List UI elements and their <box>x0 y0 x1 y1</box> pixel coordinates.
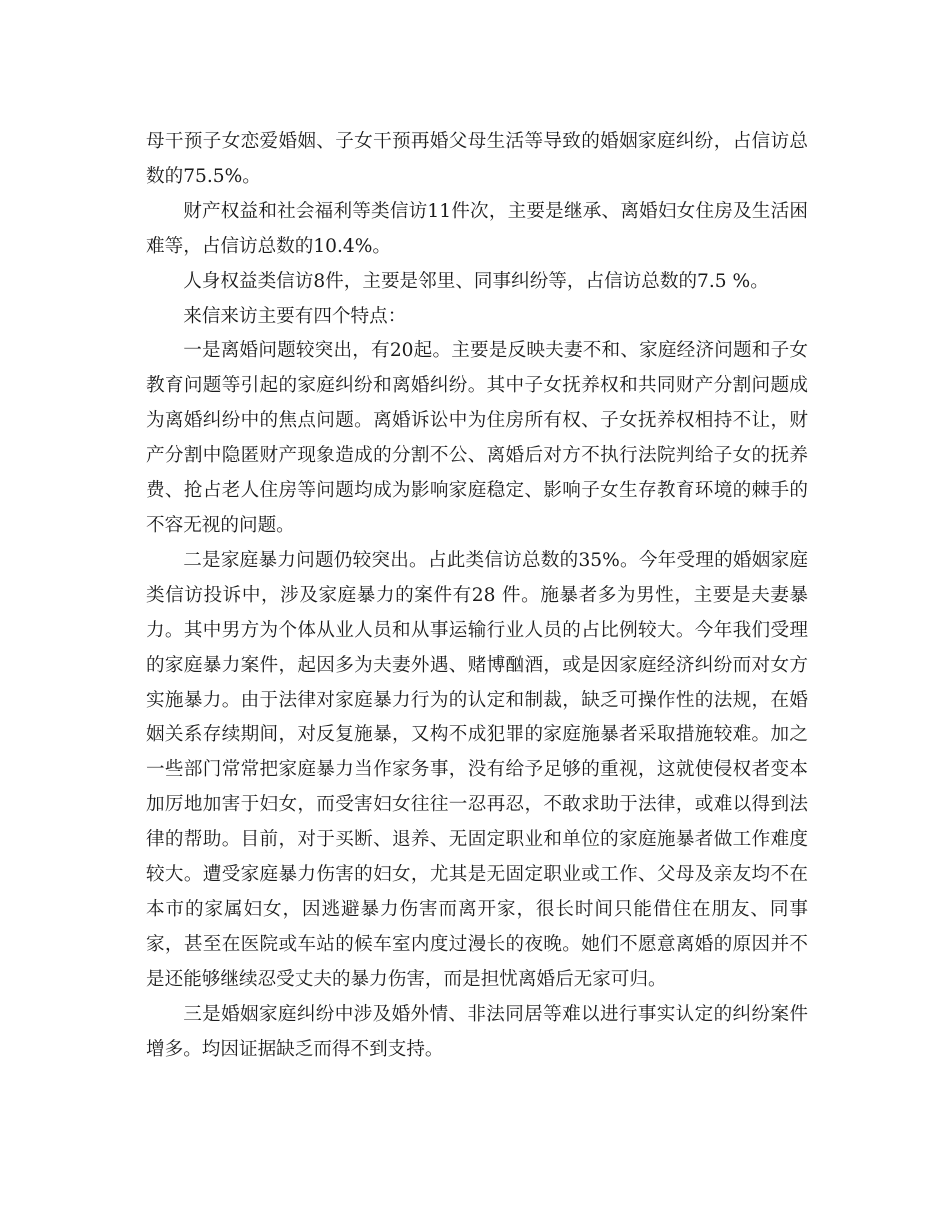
paragraph-personal-rights: 人身权益类信访8件，主要是邻里、同事纠纷等，占信访总数的7.5 %。 <box>183 270 769 292</box>
paragraph-feature-divorce: 一是离婚问题较突出，有20起。主要是反映夫妻不和、家庭经济问题和子女教育问题等引起的家庭纠纷和离婚纠纷。其中子女抚养权和共同财产分割问题成为离婚纠纷中的焦点问题。离婚诉讼中为住房所有权、子女抚养权相持不让，财产分割中隐匿财产现象造成的分割不公、离婚后对方不执行法院判给子女的抚养费、抢占老人住房等问题均成为影响家庭稳定、影响子女生存教育环境的棘手的不容无视的问题。 <box>146 340 808 536</box>
paragraph-feature-evidence: 三是婚姻家庭纠纷中涉及婚外情、非法同居等难以进行事实认定的纠纷案件增多。均因证据缺乏而得不到支持。 <box>146 1003 808 1060</box>
paragraph-feature-domestic-violence: 二是家庭暴力问题仍较突出。占此类信访总数的35%。今年受理的婚姻家庭类信访投诉中，涉及家庭暴力的案件有28 件。施暴者多为男性，主要是夫妻暴力。其中男方为个体从业人员和从事运输行业人员的占比例较大。今年我们受理的家庭暴力案件，起因多为夫妻外遇、赌博酗酒，或是因家庭经济纠纷而对女方实施暴力。由于法律对家庭暴力行为的认定和制裁，缺乏可操作性的法规，在婚姻关系存续期间，对反复施暴，又构不成犯罪的家庭施暴者采取措施较难。加之一些部门常常把家庭暴力当作家务事，没有给予足够的重视，这就使侵权者变本加厉地加害于妇女，而受害妇女往往一忍再忍，不敢求助于法律，或难以得到法律的帮助。目前，对于买断、退养、无固定职业和单位的家庭施暴者做工作难度较大。遭受家庭暴力伤害的妇女，尤其是无固定职业或工作、父母及亲友均不在本市的家属妇女，因逃避暴力伤害而离开家，很长时间只能借住在朋友、同事家，甚至在医院或车站的候车室内度过漫长的夜晚。她们不愿意离婚的原因并不是还能够继续忍受丈夫的暴力伤害，而是担忧离婚后无家可归。 <box>146 549 808 990</box>
paragraph-continuation: 母干预子女恋爱婚姻、子女干预再婚父母生活等导致的婚姻家庭纠纷，占信访总数的75.5%。 <box>146 131 808 187</box>
paragraph-four-features: 来信来访主要有四个特点： <box>183 305 407 327</box>
document-body <box>146 125 808 1067</box>
paragraph-property-rights: 财产权益和社会福利等类信访11件次，主要是继承、离婚妇女住房及生活困难等，占信访总数的10.4%。 <box>146 200 808 257</box>
